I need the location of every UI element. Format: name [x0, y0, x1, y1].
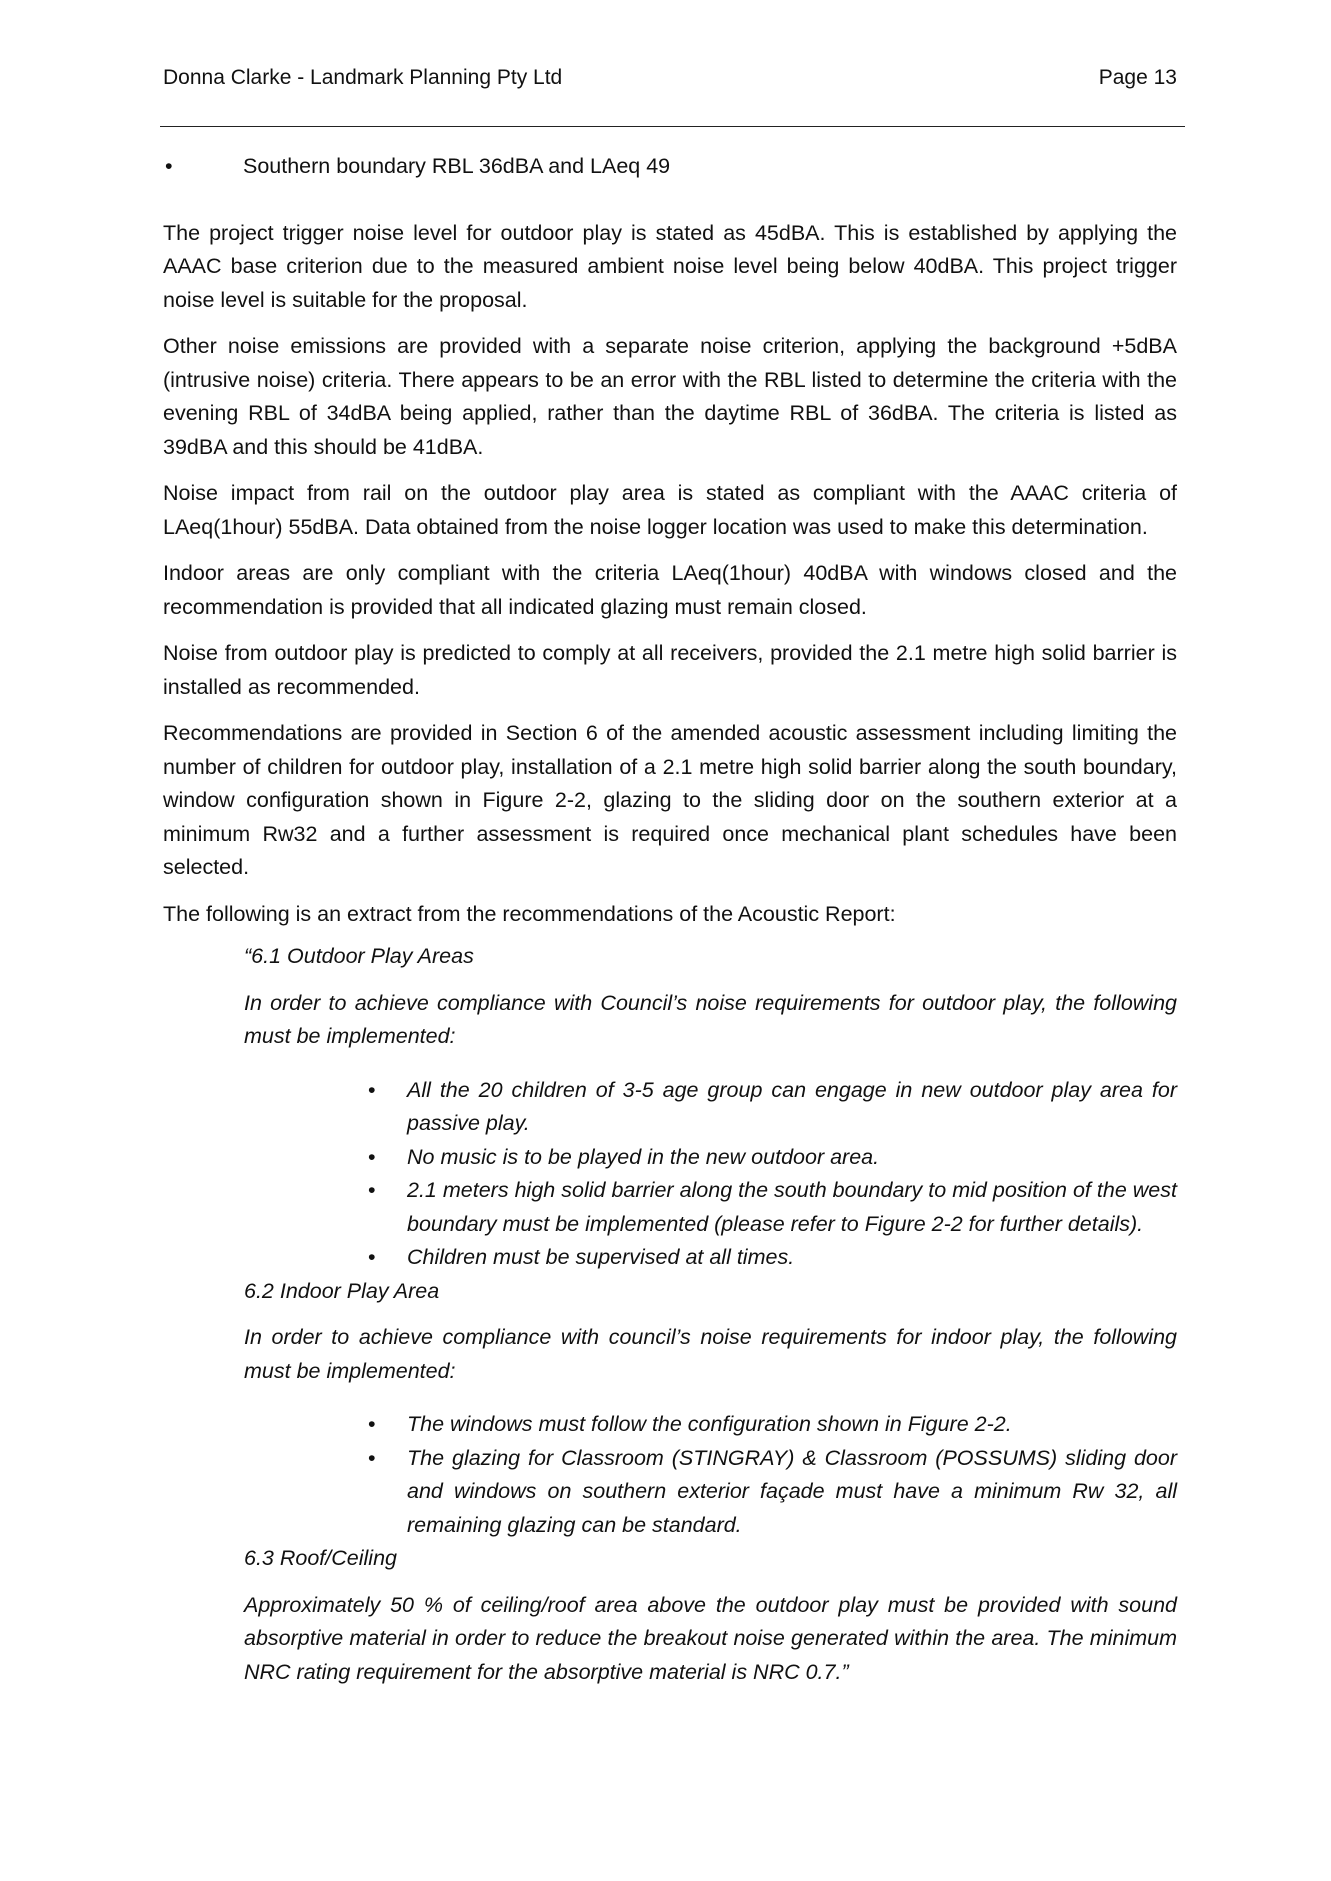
- header-divider: [160, 126, 1185, 127]
- paragraph: Recommendations are provided in Section 6 of the amended acoustic assessment including limiting the number of children for outdoor play, installation of a 2.1 metre high solid barrier along the south boundary, window configuration shown in Figure 2-2, glazing to the sliding door on the southern exterior at a minimum Rw32 and a further assessment is required once mechanical plant schedules have been selected.: [163, 721, 1177, 879]
- paragraph: Noise impact from rail on the outdoor play area is stated as compliant with the AAAC criteria of LAeq(1hour) 55dBA. Data obtained from the noise logger location was used to make this determination.: [163, 481, 1177, 539]
- bullet-icon: •: [368, 1178, 376, 1202]
- list-item: • No music is to be played in the new outdoor area.: [407, 1141, 1177, 1175]
- list-item: • Children must be supervised at all times.: [407, 1241, 1177, 1275]
- indoor-requirements-list: [244, 1408, 1177, 1542]
- boundary-bullet: [163, 150, 1177, 184]
- bullet-icon: •: [165, 154, 173, 178]
- paragraph: Noise from outdoor play is predicted to comply at all receivers, provided the 2.1 metre high solid barrier is installed as recommended.: [163, 641, 1177, 699]
- list-item: • The glazing for Classroom (STINGRAY) & Classroom (POSSUMS) sliding door and windows on southern exterior façade must have a minimum Rw 32, all remaining glazing can be standard.: [407, 1442, 1177, 1543]
- boundary-bullet-text: Southern boundary RBL 36dBA and LAeq 49: [243, 154, 671, 178]
- paragraph: The project trigger noise level for outdoor play is stated as 45dBA. This is established by applying the AAAC base criterion due to the measured ambient noise level being below 40dBA. This project trigger noise level is suitable for the proposal.: [163, 220, 1177, 312]
- header-author: Donna Clarke - Landmark Planning Pty Ltd: [163, 66, 563, 89]
- list-item: • All the 20 children of 3-5 age group can engage in new outdoor play area for passive play.: [407, 1074, 1177, 1141]
- paragraph: Other noise emissions are provided with a separate noise criterion, applying the background +5dBA (intrusive noise) criteria. There appears to be an error with the RBL listed to determine the criteria with the evening RBL of 34dBA being applied, rather than the daytime RBL of 36dBA. The criteria is listed as 39dBA and this should be 41dBA.: [163, 334, 1177, 459]
- paragraph: Indoor areas are only compliant with the criteria LAeq(1hour) 40dBA with windows closed and the recommendation is provided that all indicated glazing must remain closed.: [163, 561, 1177, 619]
- acoustic-report-extract: [244, 940, 1177, 1689]
- page-number: Page 13: [1098, 66, 1177, 89]
- paragraph: The following is an extract from the recommendations of the Acoustic Report:: [163, 901, 896, 926]
- section-text-roof: Approximately 50 % of ceiling/roof area above the outdoor play must be provided with sound absorptive material in order to reduce the breakout noise generated within the area. The minimum NRC rating requirement for the absorptive material is NRC 0.7.”: [244, 1592, 1177, 1684]
- page-header: [163, 63, 1177, 93]
- section-heading-roof: 6.3 Roof/Ceiling: [244, 1546, 397, 1570]
- document-body: [163, 150, 1177, 1702]
- section-heading-indoor: 6.2 Indoor Play Area: [244, 1278, 440, 1303]
- section-heading-outdoor: “6.1 Outdoor Play Areas: [244, 944, 474, 968]
- section-intro-indoor: In order to achieve compliance with council’s noise requirements for indoor play, the following must be implemented:: [244, 1325, 1177, 1383]
- bullet-icon: •: [368, 1144, 376, 1169]
- list-item: • 2.1 meters high solid barrier along the south boundary to mid position of the west boundary must be implemented (please refer to Figure 2-2 for further details).: [407, 1174, 1177, 1241]
- bullet-icon: •: [368, 1245, 376, 1269]
- bullet-icon: •: [368, 1445, 376, 1470]
- outdoor-requirements-list: [244, 1074, 1177, 1275]
- section-intro-outdoor: In order to achieve compliance with Council’s noise requirements for outdoor play, the following must be implemented:: [244, 990, 1177, 1048]
- bullet-icon: •: [368, 1077, 376, 1102]
- list-item: • The windows must follow the configuration shown in Figure 2-2.: [407, 1408, 1177, 1442]
- bullet-icon: •: [368, 1412, 376, 1436]
